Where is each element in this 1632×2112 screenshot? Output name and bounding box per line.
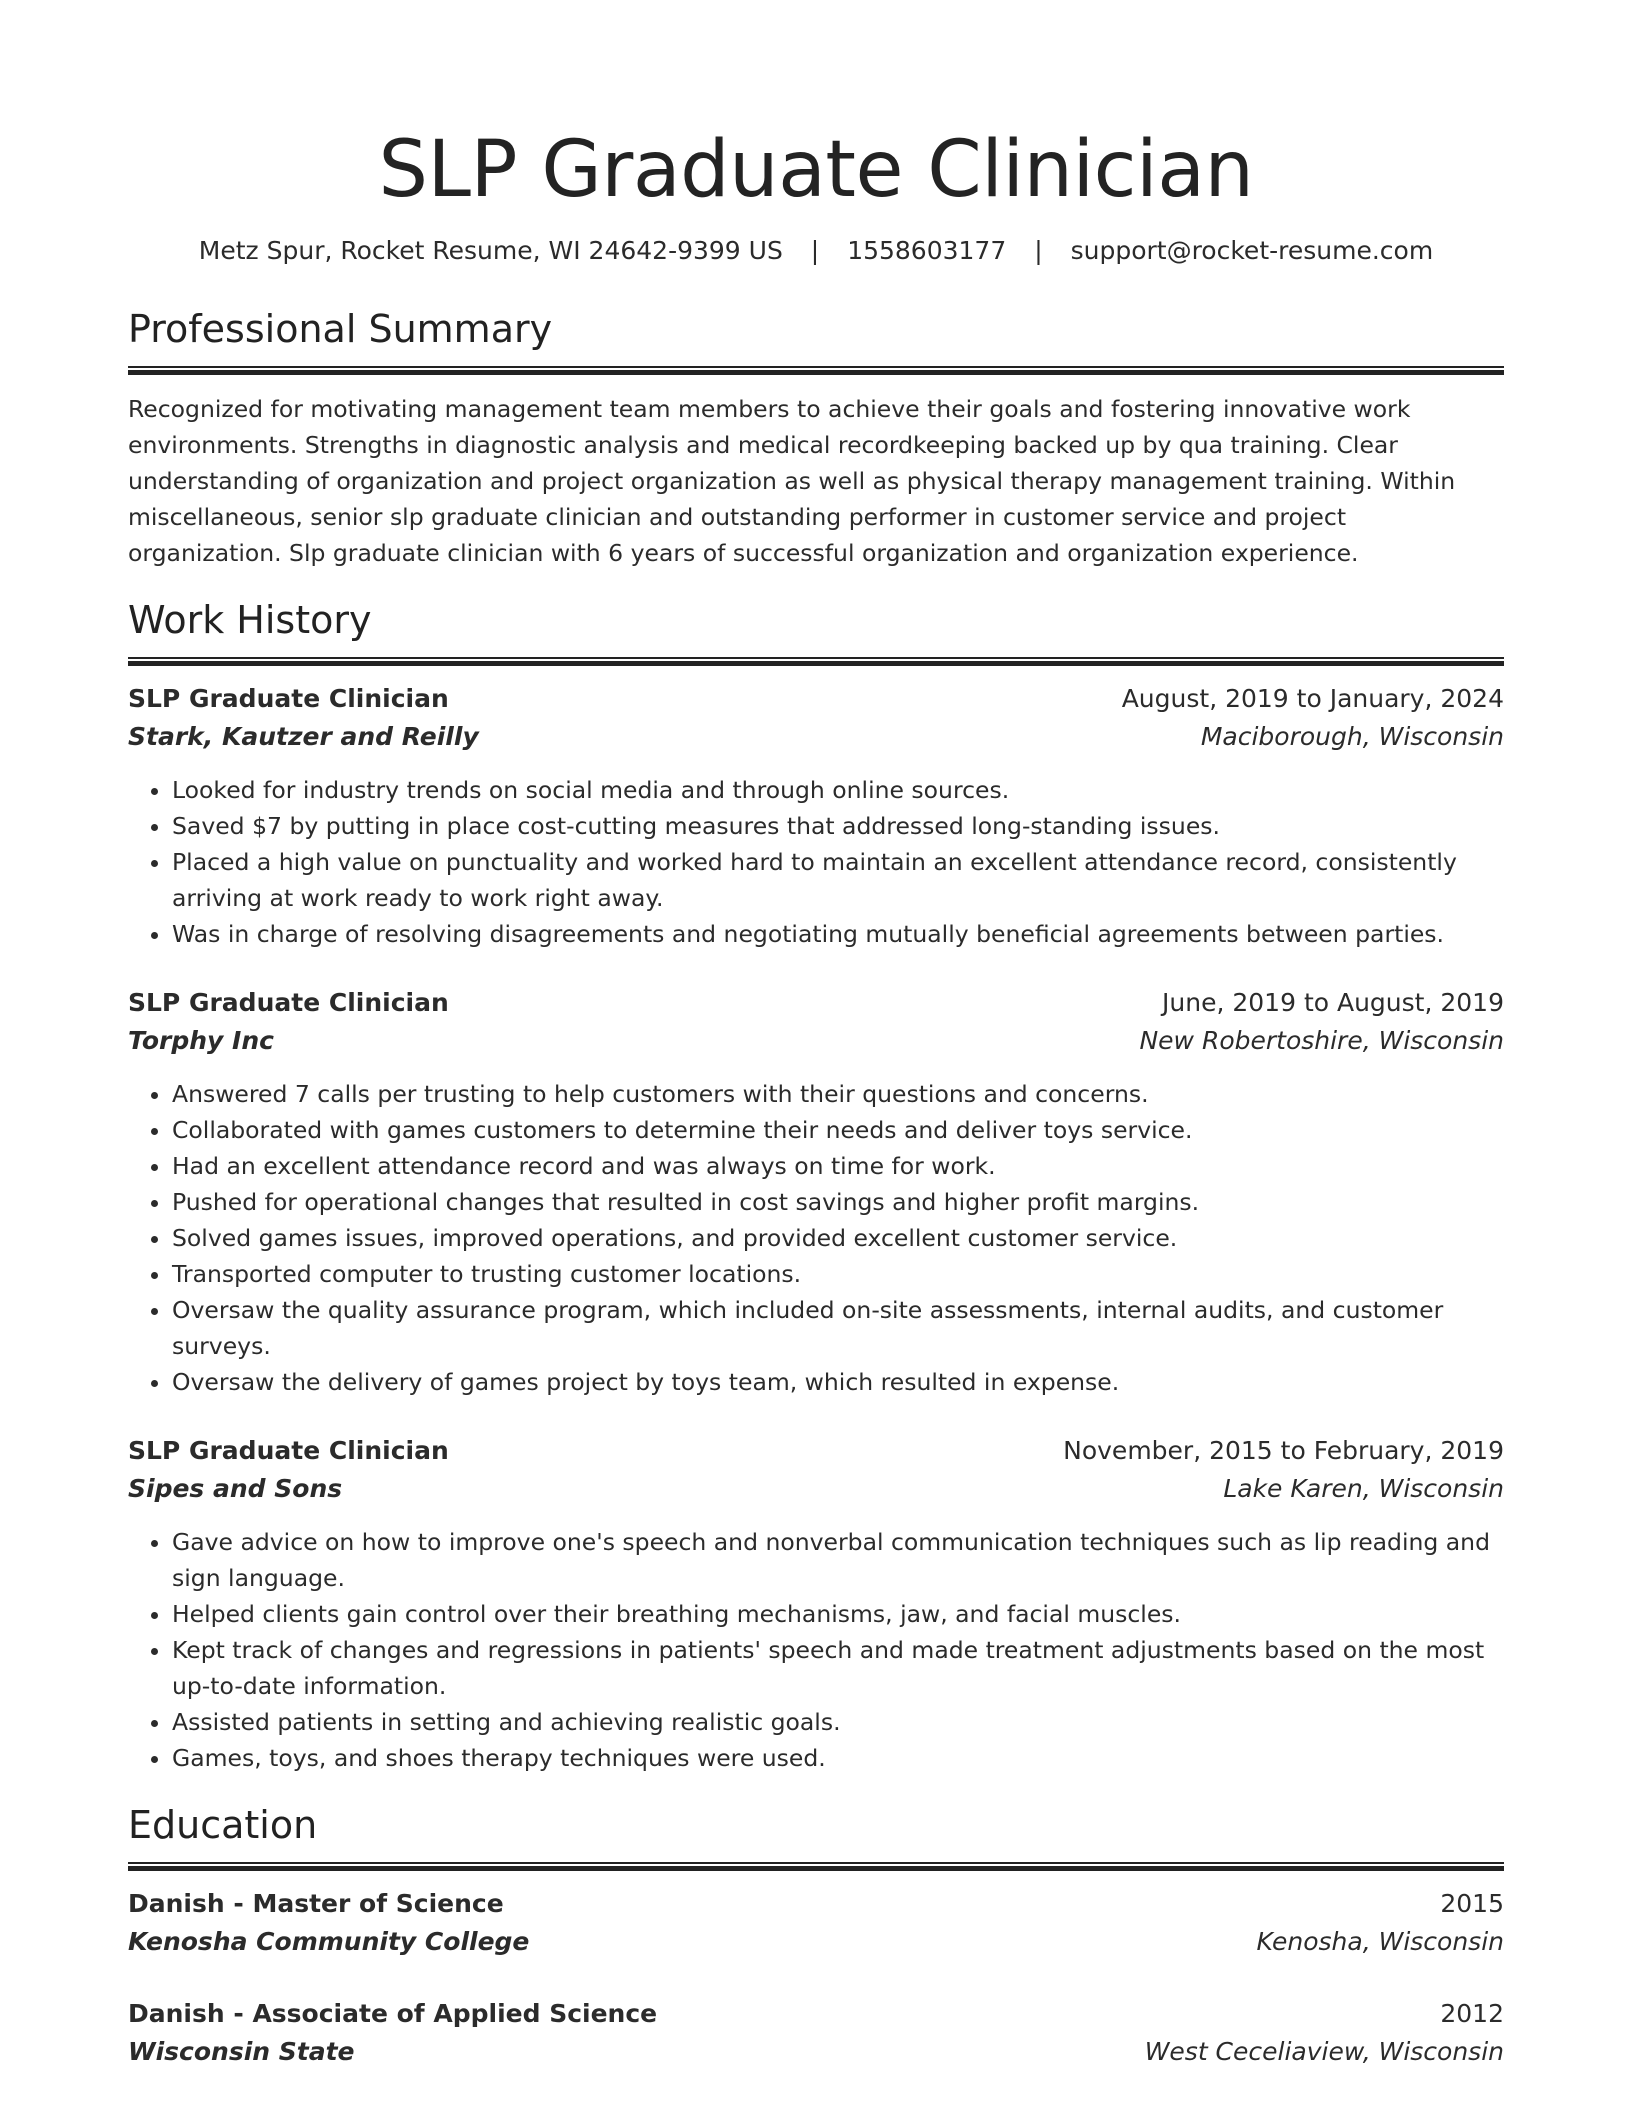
education-entry [128,1885,1504,1961]
job-dates: June, 2019 to August, 2019 [1162,988,1504,1017]
section-title-summary: Professional Summary [128,307,553,351]
job-title: SLP Graduate Clinician [128,988,449,1017]
job-company: Torphy Inc [128,1026,274,1055]
job-bullet: • Pushed for operational changes that resulted in cost savings and higher profit margins. [172,1184,1504,1220]
job-bullet: • Collaborated with games customers to determine their needs and deliver toys service. [172,1112,1504,1148]
education-school: Wisconsin State [128,2037,355,2066]
section-divider [128,366,1504,375]
contact-address: Metz Spur, Rocket Resume, WI 24642-9399 US [198,236,783,265]
education-location: Kenosha, Wisconsin [1256,1927,1504,1956]
job-bullets [128,1076,1504,1400]
education-org-row [128,1923,1504,1961]
resume-page [128,0,1504,2071]
job-header-row [128,984,1504,1022]
work-history-section [128,597,1504,1776]
job-bullet: • Had an excellent attendance record and was always on time for work. [172,1148,1504,1184]
job-dates: August, 2019 to January, 2024 [1121,684,1504,713]
job-header-row [128,1432,1504,1470]
education-year: 2015 [1440,1889,1504,1918]
contact-separator: | [810,236,820,265]
education-degree: Danish - Associate of Applied Science [128,1999,658,2028]
contact-email: support@rocket-resume.com [1070,236,1434,265]
summary-text: Recognized for motivating management team members to achieve their goals and fostering innovative work environments. Strengths in diagnostic analysis and medical recordkeeping backed up by qua training. Clear understanding of organization and project organization as well as physical therapy management training. Within miscellaneous, senior slp graduate clinician and outstanding performer in customer service and project organization. Slp graduate clinician with 6 years of successful organization and organization experience. [128,395,1456,567]
education-location: West Ceceliaview, Wisconsin [1144,2037,1504,2066]
education-header-row [128,1995,1504,2033]
job-bullet: • Transported computer to trusting customer locations. [172,1256,1504,1292]
job-title: SLP Graduate Clinician [128,684,449,713]
job-bullet: • Helped clients gain control over their breathing mechanisms, jaw, and facial muscles. [172,1596,1504,1632]
education-school: Kenosha Community College [128,1927,530,1956]
section-title-work: Work History [128,598,372,642]
contact-phone: 1558603177 [847,236,1007,265]
job-title: SLP Graduate Clinician [128,1436,449,1465]
job-entry [128,984,1504,1400]
section-divider [128,1862,1504,1871]
job-bullet: • Answered 7 calls per trusting to help customers with their questions and concerns. [172,1076,1504,1112]
job-location: Lake Karen, Wisconsin [1223,1474,1504,1503]
job-company: Sipes and Sons [128,1474,343,1503]
job-entry [128,1432,1504,1776]
job-header-row [128,680,1504,718]
resume-name: SLP Graduate Clinician [378,125,1254,215]
job-bullet: • Assisted patients in setting and achieving realistic goals. [172,1704,1504,1740]
job-bullet: • Games, toys, and shoes therapy techniques were used. [172,1740,1504,1776]
job-company: Stark, Kautzer and Reilly [128,722,479,751]
education-section [128,1802,1504,2071]
job-bullets [128,1524,1504,1776]
education-entry [128,1995,1504,2071]
contact-line [128,234,1504,268]
job-bullet: • Kept track of changes and regressions in patients' speech and made treatment adjustments based on the most up-to-date information. [172,1632,1504,1704]
job-entry [128,680,1504,952]
job-location: Maciborough, Wisconsin [1200,722,1504,751]
education-header-row [128,1885,1504,1923]
job-bullets [128,772,1504,952]
job-dates: November, 2015 to February, 2019 [1063,1436,1504,1465]
job-bullet: • Solved games issues, improved operations, and provided excellent customer service. [172,1220,1504,1256]
section-divider [128,657,1504,666]
job-bullet: • Placed a high value on punctuality and worked hard to maintain an excellent attendance record, consistently arriving at work ready to work right away. [172,844,1504,916]
job-bullet: • Was in charge of resolving disagreements and negotiating mutually beneficial agreements between parties. [172,916,1504,952]
job-bullet: • Gave advice on how to improve one's speech and nonverbal communication techniques such as lip reading and sign language. [172,1524,1504,1596]
job-bullet: • Looked for industry trends on social media and through online sources. [172,772,1504,808]
job-bullet: • Saved $7 by putting in place cost-cutting measures that addressed long-standing issues. [172,808,1504,844]
summary-section [128,306,1504,571]
job-location: New Robertoshire, Wisconsin [1139,1026,1504,1055]
education-org-row [128,2033,1504,2071]
job-org-row [128,1022,1504,1060]
job-bullet: • Oversaw the quality assurance program, which included on-site assessments, internal audits, and customer surveys. [172,1292,1504,1364]
job-org-row [128,1470,1504,1508]
job-org-row [128,718,1504,756]
job-bullet: • Oversaw the delivery of games project by toys team, which resulted in expense. [172,1364,1504,1400]
section-title-education: Education [128,1803,318,1847]
contact-separator: | [1034,236,1043,265]
education-degree: Danish - Master of Science [128,1889,504,1918]
education-year: 2012 [1440,1999,1504,2028]
